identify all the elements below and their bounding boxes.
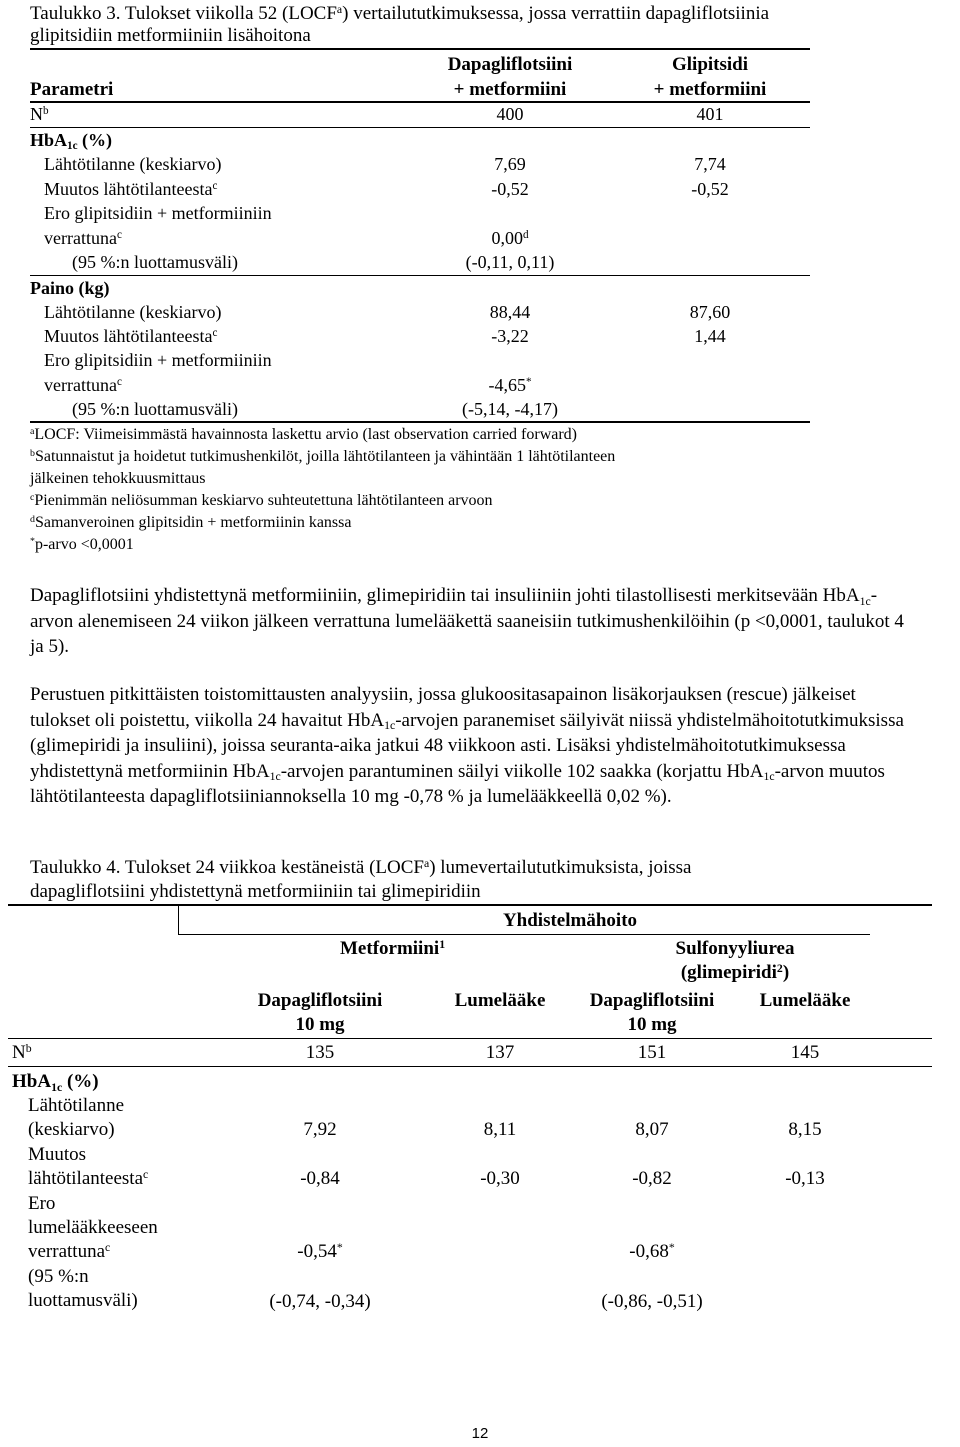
table4-diff-label-l3: verrattuna$^c$	[28, 1240, 111, 1262]
table4-n-col1: 135	[305, 1042, 335, 1063]
table3-weight-ci-label: (95 %:n luottamusväli)	[72, 399, 238, 419]
table3-weight-ci-dapa: (-5,14, -4,17)	[462, 399, 558, 419]
table3-weight-heading: Paino (kg)	[30, 278, 110, 298]
table4-header-rule	[8, 1038, 932, 1039]
table3-hba1c-change-dapa: -0,52	[491, 179, 529, 199]
table3-n-dapa: 400	[496, 104, 524, 124]
table4-baseline-label-l2: (keskiarvo)	[28, 1119, 115, 1140]
table3-hba1c-baseline-label: Lähtötilanne (keskiarvo)	[44, 154, 222, 174]
table4-ci-col3: (-0,86, -0,51)	[601, 1291, 703, 1312]
table4-col2-header: Lumelääke	[454, 990, 546, 1011]
table4-col1-header-l2: 10 mg	[295, 1014, 345, 1035]
table4-diff-col3: -0,68*	[629, 1240, 675, 1262]
table3-caption-line1: Taulukko 3. Tulokset viikolla 52 (LOCF$^a$) vertailututkimuksessa, jossa verrattiin dapagliflotsiinia	[30, 2, 770, 24]
table3-hba1c-change-glip: -0,52	[691, 179, 729, 199]
table3-weight-change-label: Muutos lähtötilanteesta$^c$	[44, 326, 218, 346]
table3-footnote-b-cont: jälkeinen tehokkuusmittaus	[30, 470, 206, 487]
table4-col4-header: Lumelääke	[759, 990, 851, 1011]
table4-ci-col1: (-0,74, -0,34)	[269, 1291, 371, 1312]
table3-n-glip: 401	[696, 104, 724, 124]
table4-n-col2: 137	[485, 1042, 515, 1063]
table4-hba1c-heading: HbA$_{1c}$ (%)	[12, 1071, 99, 1094]
table3-weight-change-glip: 1,44	[694, 326, 726, 346]
table3-weight-diff-label-l2: verrattuna$^c$	[44, 375, 122, 395]
table4-change-label-l1: Muutos	[28, 1144, 87, 1165]
table3-hba1c-diff-dapa: 0,00$^d$	[491, 228, 529, 248]
table4-su-header-l2: (glimepiridi$^2$)	[680, 961, 790, 983]
table3-header-col1-l2: + metformiini	[453, 79, 567, 100]
table4-baseline-label-l1: Lähtötilanne	[28, 1095, 125, 1116]
table4-diff-label-l1: Ero	[28, 1193, 56, 1214]
table4-change-col1: -0,84	[300, 1168, 340, 1189]
table4-header-divider	[178, 905, 179, 935]
table4-baseline-col1: 7,92	[303, 1119, 337, 1140]
paragraph-1: Dapagliflotsiini yhdistettynä metformiiniin, glimepiridiin tai insuliiniin johti tilastollisesti merkitsevään HbA$_{1c}$-arvon alenemiseen 24 viikon jälkeen verrattuna lumelääkettä saaneisiin tutkimushenkilöihin (p <0,0001, taulukot 4 ja 5).	[30, 585, 904, 657]
table3-footnote-b: $^b$Satunnaistut ja hoidetut tutkimushenkilöt, joilla lähtötilanteen ja vähintään 1 lähtötilanteen	[30, 447, 616, 465]
table4-change-label-l2: lähtötilanteesta$^c$	[28, 1167, 149, 1189]
table4-change-col4: -0,13	[785, 1168, 825, 1189]
table4-col3-header-l2: 10 mg	[627, 1014, 677, 1035]
table4-caption-line2: dapagliflotsiini yhdistettynä metformiiniin tai glimepiridiin	[30, 881, 481, 902]
table4-su-header-l1: Sulfonyyliurea	[675, 938, 795, 959]
table3-footnote-a: $^a$LOCF: Viimeisimmästä havainnosta laskettu arvio (last observation carried forward)	[30, 425, 578, 443]
table3-footnote-star: *p-arvo <0,0001	[30, 535, 134, 553]
table3-weight-baseline-label: Lähtötilanne (keskiarvo)	[44, 302, 222, 322]
table4-baseline-col2: 8,11	[483, 1119, 517, 1140]
table3-footnote-c: $^c$Pienimmän neliösumman keskiarvo suhteutettuna lähtötilanteen arvoon	[30, 491, 493, 509]
table4-metformin-header: Metformiini$^1$	[340, 937, 446, 959]
table4-n-col3: 151	[637, 1042, 667, 1063]
table4-ci-label-l1: (95 %:n	[28, 1266, 89, 1287]
table3-header-param: Parametri	[30, 79, 114, 100]
table3-weight-diff-label-l1: Ero glipitsidiin + metformiiniin	[44, 350, 272, 370]
table3-hba1c-rule	[30, 275, 810, 276]
table3-top-rule	[30, 48, 810, 50]
page-number: 12	[471, 1425, 489, 1442]
table4-change-col2: -0,30	[480, 1168, 520, 1189]
table3-n-rule	[30, 127, 810, 128]
table3-weight-change-dapa: -3,22	[491, 326, 529, 346]
table3-hba1c-diff-label-l1: Ero glipitsidiin + metformiiniin	[44, 203, 272, 223]
table4-n-label: $N^b$	[12, 1041, 32, 1063]
table4-caption-line1: Taulukko 4. Tulokset 24 viikkoa kestäneistä (LOCF$^a$) lumevertailututkimuksista, joissa	[30, 856, 692, 878]
table4-group-header: Yhdistelmähoito	[502, 910, 638, 931]
table4-group-rule	[178, 934, 870, 935]
table3-header-col2-l1: Glipitsidi	[671, 54, 749, 75]
table3-hba1c-baseline-dapa: 7,69	[494, 154, 526, 174]
table4-baseline-col3: 8,07	[635, 1119, 669, 1140]
table3-header-col2-l2: + metformiini	[653, 79, 767, 100]
table4-diff-label-l2: lumelääkkeeseen	[28, 1217, 158, 1238]
table4-change-col3: -0,82	[632, 1168, 672, 1189]
paragraph-2: Perustuen pitkittäisten toistomittausten analyysiin, jossa glukoositasapainon lisäkorjauksen (rescue) jälkeiset tulokset oli poistettu, viikolla 24 havaitut HbA$_{1c}$-arvojen paranemiset säilyivät niissä yhdistelmähoitotutkimuksissa (glimepiridi ja insuliini), joissa seuranta-aika jatkui 48 viikkoon asti. Lisäksi yhdistelmähoitotutkimuksessa yhdistettynä metformiinin HbA$_{1c}$-arvojen parantuminen säilyi viikolle 102 saakka (korjattu HbA$_{1c}$-arvon muutos lähtötilanteesta dapagliflotsiiniannoksella 10 mg -0,78 % ja lumelääkkeellä 0,02 %).	[30, 684, 904, 807]
table4-n-col4: 145	[790, 1042, 820, 1063]
table3-weight-baseline-dapa: 88,44	[489, 302, 531, 322]
table3-bottom-rule	[30, 421, 810, 423]
table3-weight-baseline-glip: 87,60	[689, 302, 731, 322]
table4-n-rule	[8, 1066, 932, 1067]
table4-baseline-col4: 8,15	[788, 1119, 822, 1140]
table3-hba1c-ci-label: (95 %:n luottamusväli)	[72, 252, 238, 272]
table3-hba1c-change-label: Muutos lähtötilanteesta$^c$	[44, 179, 218, 199]
table3-footnote-d: $^d$Samanveroinen glipitsidin + metformiinin kanssa	[30, 513, 352, 531]
table4-col3-header-l1: Dapagliflotsiini	[589, 990, 715, 1011]
table3-n-label: $N^b$	[30, 104, 49, 124]
table4-diff-col1: -0,54*	[297, 1240, 343, 1262]
table3-caption-line2: glipitsidiin metformiiniin lisähoitona	[30, 25, 311, 46]
table3-hba1c-baseline-glip: 7,74	[694, 154, 726, 174]
table3-hba1c-ci-dapa: (-0,11, 0,11)	[465, 252, 555, 272]
table3-header-col1-l1: Dapagliflotsiini	[447, 54, 573, 75]
table4-col1-header-l1: Dapagliflotsiini	[257, 990, 383, 1011]
table4-ci-label-l2: luottamusväli)	[28, 1290, 138, 1311]
table3-hba1c-diff-label-l2: verrattuna$^c$	[44, 228, 122, 248]
table3-weight-diff-dapa: -4,65*	[488, 375, 532, 395]
table3-hba1c-heading: HbA$_{1c}$ (%)	[30, 130, 113, 153]
table4-top-rule	[8, 904, 932, 906]
